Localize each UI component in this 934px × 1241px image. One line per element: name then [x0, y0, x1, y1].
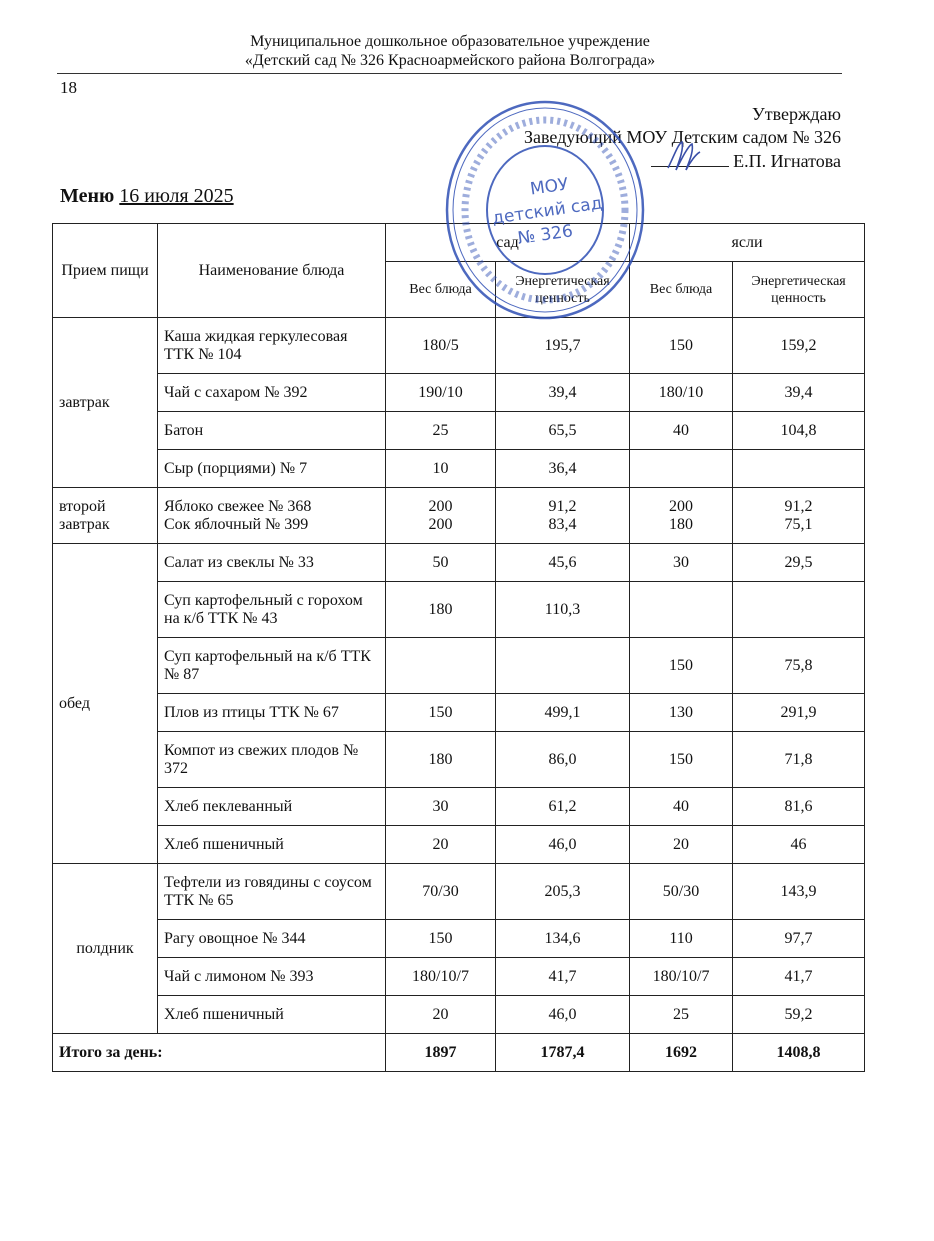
yasli-energy-cell: 75,8	[733, 638, 865, 694]
value-line: 91,2	[784, 497, 813, 515]
yasli-weight-cell: 150	[630, 318, 733, 374]
yasli-energy-cell: 71,8	[733, 732, 865, 788]
menu-title	[60, 185, 234, 208]
value-line: 91,2	[548, 497, 577, 515]
yasli-energy-cell	[733, 450, 865, 488]
yasli-weight-cell: 110	[630, 920, 733, 958]
yasli-energy-cell: 97,7	[733, 920, 865, 958]
yasli-weight-cell: 40	[630, 788, 733, 826]
table-row	[53, 638, 865, 694]
dish-cell: Хлеб пеклеванный	[158, 788, 386, 826]
yasli-weight-cell	[630, 582, 733, 638]
total-sad-weight: 1897	[386, 1034, 496, 1072]
dish-cell: Каша жидкая геркулесовая ТТК № 104	[158, 318, 386, 374]
header-meal: Прием пищи	[53, 224, 158, 318]
table-row	[53, 318, 865, 374]
sad-weight-cell	[386, 488, 496, 544]
sad-energy-cell: 195,7	[496, 318, 630, 374]
sad-energy-cell: 45,6	[496, 544, 630, 582]
sad-weight-cell: 10	[386, 450, 496, 488]
sad-energy-cell	[496, 488, 630, 544]
stamp-text: детский сад	[491, 193, 604, 229]
total-label: Итого за день:	[53, 1034, 386, 1072]
signature-icon	[664, 138, 704, 174]
director-name: Е.П. Игнатова	[733, 151, 841, 171]
yasli-energy-cell: 291,9	[733, 694, 865, 732]
sad-energy-cell: 61,2	[496, 788, 630, 826]
sad-energy-cell: 110,3	[496, 582, 630, 638]
sad-energy-cell: 205,3	[496, 864, 630, 920]
approval-line2: Заведующий МОУ Детским садом № 326	[523, 127, 841, 147]
table-row	[53, 488, 865, 544]
stamp-text: № 326	[516, 221, 575, 249]
dish-cell: Батон	[158, 412, 386, 450]
total-yasli-weight: 1692	[630, 1034, 733, 1072]
header-sad: сад	[386, 224, 630, 262]
yasli-energy-cell	[733, 582, 865, 638]
header-yasli: ясли	[630, 224, 865, 262]
sad-energy-cell: 46,0	[496, 996, 630, 1034]
yasli-energy-cell: 59,2	[733, 996, 865, 1034]
yasli-energy-cell: 39,4	[733, 374, 865, 412]
institution-name-line2: «Детский сад № 326 Красноармейского района Волгограда»	[244, 52, 656, 69]
sad-energy-cell	[496, 638, 630, 694]
sad-energy-cell: 46,0	[496, 826, 630, 864]
dish-line: Яблоко свежее № 368	[164, 497, 312, 515]
table-row	[53, 544, 865, 582]
yasli-weight-cell	[630, 450, 733, 488]
header-divider	[57, 73, 842, 74]
dish-cell: Рагу овощное № 344	[158, 920, 386, 958]
dish-cell: Сыр (порциями) № 7	[158, 450, 386, 488]
total-row	[53, 1034, 865, 1072]
meal-cell: завтрак	[53, 318, 158, 488]
approval-line1: Утверждаю	[751, 104, 841, 124]
meal-cell: обед	[53, 544, 158, 864]
table-header-row	[53, 224, 865, 262]
yasli-energy-cell: 81,6	[733, 788, 865, 826]
table-row	[53, 694, 865, 732]
dish-cell	[158, 488, 386, 544]
dish-cell: Чай с лимоном № 393	[158, 958, 386, 996]
header-sad-weight: Вес блюда	[386, 262, 496, 318]
menu-table	[52, 223, 865, 1072]
total-sad-energy: 1787,4	[496, 1034, 630, 1072]
yasli-energy-cell: 159,2	[733, 318, 865, 374]
page-number: 18	[60, 78, 77, 97]
sad-weight-cell: 150	[386, 694, 496, 732]
yasli-weight-cell: 180/10/7	[630, 958, 733, 996]
sad-energy-cell: 65,5	[496, 412, 630, 450]
value-line: 180	[669, 515, 694, 533]
value-line: 200	[669, 497, 694, 515]
value-line: 200	[428, 497, 453, 515]
sad-energy-cell: 39,4	[496, 374, 630, 412]
table-row	[53, 920, 865, 958]
dish-cell: Плов из птицы ТТК № 67	[158, 694, 386, 732]
sad-energy-cell: 134,6	[496, 920, 630, 958]
sad-weight-cell	[386, 638, 496, 694]
table-row	[53, 732, 865, 788]
yasli-energy-cell: 46	[733, 826, 865, 864]
header-yasli-weight: Вес блюда	[630, 262, 733, 318]
sad-weight-cell: 180/5	[386, 318, 496, 374]
sad-weight-cell: 180	[386, 732, 496, 788]
sad-weight-cell: 20	[386, 826, 496, 864]
dish-cell: Хлеб пшеничный	[158, 996, 386, 1034]
yasli-energy-cell	[733, 488, 865, 544]
total-yasli-energy: 1408,8	[733, 1034, 865, 1072]
sad-weight-cell: 190/10	[386, 374, 496, 412]
value-line: 75,1	[784, 515, 813, 533]
value-line: 83,4	[548, 515, 577, 533]
table-row	[53, 412, 865, 450]
yasli-weight-cell: 130	[630, 694, 733, 732]
yasli-weight-cell: 150	[630, 732, 733, 788]
dish-cell: Чай с сахаром № 392	[158, 374, 386, 412]
dish-cell: Тефтели из говядины с соусом ТТК № 65	[158, 864, 386, 920]
yasli-weight-cell: 150	[630, 638, 733, 694]
sad-energy-cell: 36,4	[496, 450, 630, 488]
table-row	[53, 864, 865, 920]
sad-weight-cell: 70/30	[386, 864, 496, 920]
yasli-weight-cell: 180/10	[630, 374, 733, 412]
yasli-energy-cell: 29,5	[733, 544, 865, 582]
dish-cell: Салат из свеклы № 33	[158, 544, 386, 582]
yasli-weight-cell	[630, 488, 733, 544]
sad-energy-cell: 86,0	[496, 732, 630, 788]
sad-weight-cell: 30	[386, 788, 496, 826]
yasli-energy-cell: 104,8	[733, 412, 865, 450]
yasli-energy-cell: 41,7	[733, 958, 865, 996]
yasli-weight-cell: 50/30	[630, 864, 733, 920]
yasli-weight-cell: 40	[630, 412, 733, 450]
sad-weight-cell: 50	[386, 544, 496, 582]
yasli-weight-cell: 30	[630, 544, 733, 582]
menu-date: 16 июля 2025	[119, 185, 234, 207]
table-row	[53, 582, 865, 638]
dish-cell: Суп картофельный с горохом на к/б ТТК № 43	[158, 582, 386, 638]
yasli-weight-cell: 20	[630, 826, 733, 864]
yasli-weight-cell: 25	[630, 996, 733, 1034]
value-line: 200	[428, 515, 453, 533]
header-dish: Наименование блюда	[158, 224, 386, 318]
sad-weight-cell: 25	[386, 412, 496, 450]
dish-cell: Компот из свежих плодов № 372	[158, 732, 386, 788]
meal-cell: второй завтрак	[53, 488, 158, 544]
header-yasli-energy: Энергетическая ценность	[733, 262, 865, 318]
sad-energy-cell: 499,1	[496, 694, 630, 732]
stamp-text: МОУ	[528, 174, 570, 200]
meal-cell: полдник	[53, 864, 158, 1034]
sad-weight-cell: 180	[386, 582, 496, 638]
dish-cell: Хлеб пшеничный	[158, 826, 386, 864]
yasli-energy-cell: 143,9	[733, 864, 865, 920]
table-row	[53, 374, 865, 412]
sad-weight-cell: 20	[386, 996, 496, 1034]
table-row	[53, 788, 865, 826]
dish-cell: Суп картофельный на к/б ТТК № 87	[158, 638, 386, 694]
header-sad-energy: Энергетическая ценность	[496, 262, 630, 318]
menu-word: Меню	[60, 185, 115, 207]
sad-weight-cell: 180/10/7	[386, 958, 496, 996]
table-row	[53, 450, 865, 488]
sad-energy-cell: 41,7	[496, 958, 630, 996]
table-row	[53, 958, 865, 996]
sad-weight-cell: 150	[386, 920, 496, 958]
table-row	[53, 996, 865, 1034]
institution-name-line1: Муниципальное дошкольное образовательное учреждение	[250, 33, 650, 50]
table-row	[53, 826, 865, 864]
dish-line: Сок яблочный № 399	[164, 515, 309, 533]
